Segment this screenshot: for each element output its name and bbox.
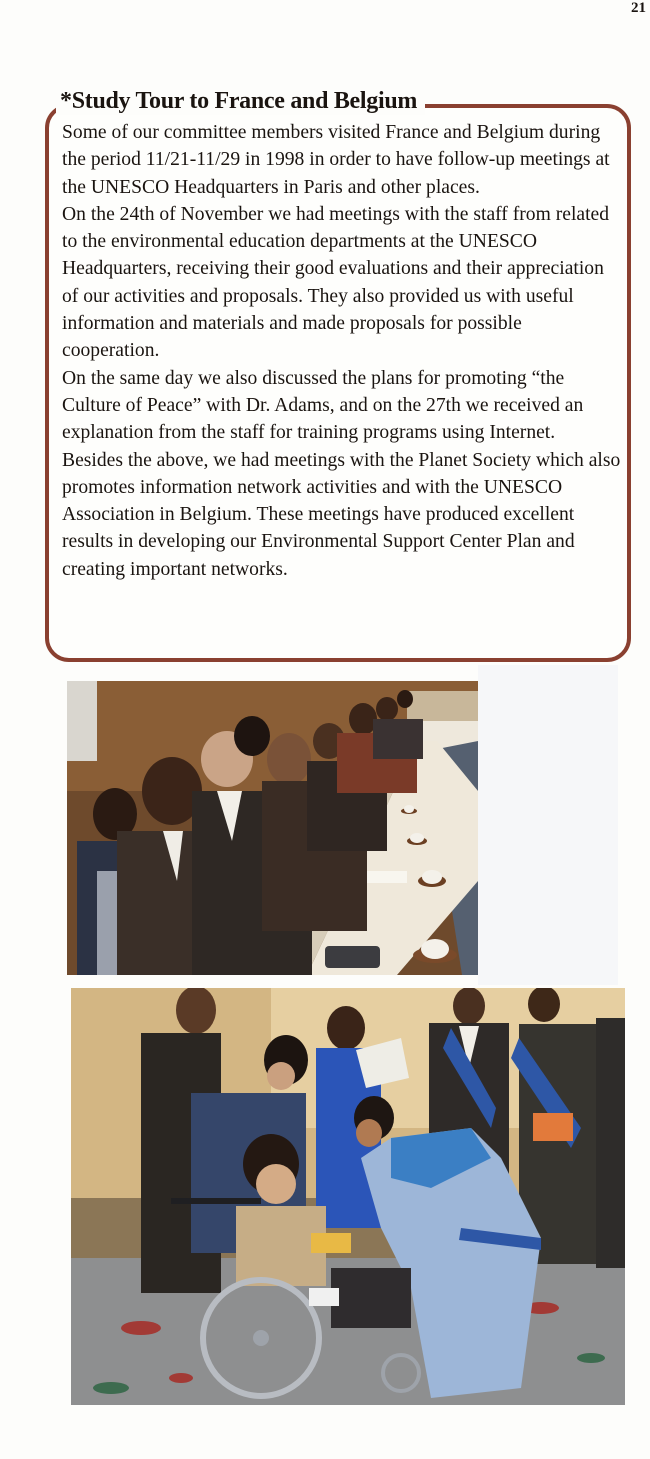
article-title: *Study Tour to France and Belgium (56, 88, 425, 115)
blank-panel (478, 665, 618, 985)
ceremony-photo (71, 988, 625, 1405)
article-paragraph: On the 24th of November we had meetings with the staff from related to the environmental education departments at the UNESCO Headquarters, receiving their good evaluations and their appreciation of our activities and proposals. They also provided us with useful information and materials and made proposals for possible cooperation. (62, 203, 610, 362)
article-paragraph: Besides the above, we had meetings with the Planet Society which also promotes information network activities and with the UNESCO Association in Belgium. These meetings have produced excellent results in developing our Environmental Support Center Plan and creating important networks. (62, 449, 621, 580)
article-paragraph: Some of our committee members visited France and Belgium during the period 11/21-11/29 in 1998 in order to have follow-up meetings at the UNESCO Headquarters in Paris and other places. (62, 122, 610, 198)
page-number: 21 (631, 0, 646, 16)
article-paragraph: On the same day we also discussed the plans for promoting “the Culture of Peace” with Dr. Adams, and on the 27th we received an explanation from the staff for training programs using Internet. (62, 367, 584, 444)
meeting-photo (67, 681, 478, 975)
article-body (62, 119, 622, 583)
